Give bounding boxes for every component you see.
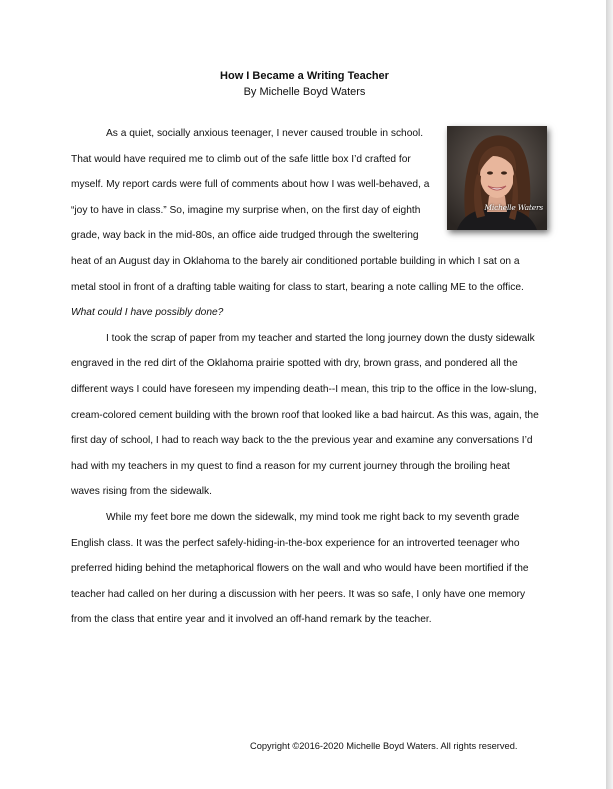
copyright-footer: Copyright ©2016-2020 Michelle Boyd Waters. All rights reserved. xyxy=(250,741,518,751)
paragraph-1-italic: What could I have possibly done? xyxy=(71,307,224,319)
photo-signature: Michelle Waters xyxy=(484,203,543,213)
author-byline: By Michelle Boyd Waters xyxy=(243,86,366,98)
page-edge-shadow xyxy=(606,0,613,789)
author-photo xyxy=(447,126,547,230)
paragraph-3: While my feet bore me down the sidewalk, my mind took me right back to my seventh grade English class. It was the perfect safely-hiding-in-the-box experience for an introverted teenager who preferred hiding behind the metaphorical flowers on the wall and who would have been mortified if the teacher had called on her during a discussion with her peers. It was so safe, I only have one memory from the class that entire year and it involved an off-hand remark by the teacher. xyxy=(71,511,529,626)
paragraph-1 xyxy=(71,121,541,326)
document-body xyxy=(71,121,541,633)
paragraph-1-text: As a quiet, socially anxious teenager, I never caused trouble in school. That would have required me to climb out of the safe little box I’d crafted for myself. My report cards were full of comments about how I was well-behaved, a “joy to have in class.” So, imagine my surprise when, on the first day of eighth grade, way back in the mid-80s, an office aide trudged through the sweltering heat of an August day in Oklahoma to the barely air conditioned portable building in which I sat on a metal stool in front of a drafting table waiting for class to start, bearing a note calling ME to the office. xyxy=(71,128,524,293)
document-title: How I Became a Writing Teacher xyxy=(220,70,389,82)
paragraph-2: I took the scrap of paper from my teacher and started the long journey down the dusty sidewalk engraved in the red dirt of the Oklahoma prairie spotted with dry, brown grass, and pondered all the different ways I could have foreseen my impending death--I mean, this trip to the office in the low-slung, cream-colored cement building with the brown roof that looked like a bad haircut. As this was, again, the first day of school, I had to reach way back to the the previous year and examine any conversations I’d had with my teachers in my quest to find a reason for my current journey through the broiling heat waves rising from the sidewalk. xyxy=(71,332,539,498)
